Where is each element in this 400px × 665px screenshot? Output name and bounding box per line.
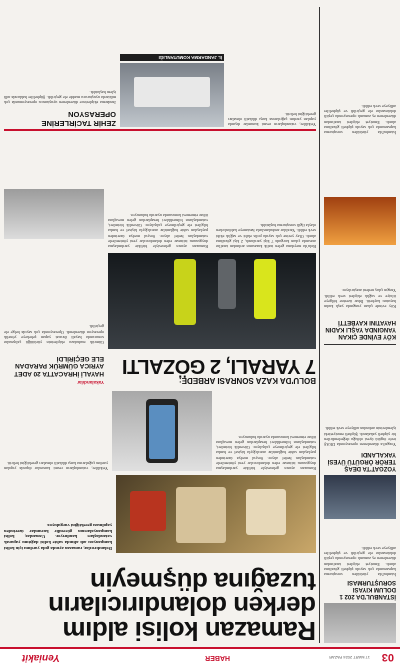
main-headline-block [4, 555, 316, 646]
operation-caption: İL JANDARMA KOMUTANLIĞI [120, 54, 224, 61]
operation-photo [120, 63, 224, 127]
left-column-story-2 [324, 349, 396, 519]
right-story-tag: Yakalandılar [77, 380, 104, 385]
page-number: 03 [381, 651, 394, 663]
yozgat-photo [324, 475, 396, 519]
bolu-headline-top: BOLU'DA KAZA SONRASI ARBEDE: [178, 376, 316, 385]
section-label: HABER [205, 654, 230, 661]
left-column-story-1 [324, 139, 396, 339]
sidebar-top-headline: İSTANBUL'DA 202 1 DOLUM KIYASI SORUŞTURMASI [339, 579, 396, 599]
yozgat-body: Yozgat'ta düzenlenen operasyonda DEAŞ terör örgütü üyesi olduğu değerlendirilen bir şüpheli yakalandı. Şüpheli emniyetteki işlemlerinin ardından adliyeye sevk edildi. [324, 426, 396, 447]
main-story-deck: Dolandırıcılar, ramazan ayında gıda yardımı için kolisi kampanyası adı altında sahte kolisi dağıtımı yaparak vatandaşları kandırıyor. Uzmanlar, kolisi kampanyalarının güvenilir kurumlar üzerinden yapılması gerektiğini vurguluyor. [4, 522, 112, 551]
fire-body: Köy evinde çıkan yangında yaşlı kadın hayatını kaybetti. İhbar üzerine bölgeye itfaiye ve sağlık ekipleri sevk edildi. Yangın çıkış nedeni araştırılıyor. [324, 288, 396, 309]
bolu-headline-main: 7 YARALI, 2 GÖZALTI [122, 355, 316, 377]
right-story-headline: HAYALİ İHRACATTA 20 ADET AYRICA GÜMRÜK PARADAN ELE GEÇİRİLDİ [14, 355, 104, 377]
bolu-body-col-1: Bolu'da meydana gelen trafik kazasının ardından taraflar arasında çıkan kavgada 7 kişi yaralandı, 2 kişi gözaltına alındı. Olay yerine çok sayıda polis ekibi ve sağlık ekibi sevk edildi. Yaralılar ambulanslarla hastaneye kaldırılırken olayla ilgili soruşturma başlatıldı. [216, 223, 316, 249]
sidebar-top-photo [324, 603, 396, 643]
main-headline-line-1: Ramazan kolisi aldım [63, 616, 316, 646]
left-column-bottom [324, 7, 396, 135]
bolu-photo [108, 253, 316, 349]
main-story-body-col-2: Yetkililer, vatandaşların resmi kurumlar dışında yapılan yardım çağrılarına karşı dikkatli olmaları gerektiğini belirtti. [4, 460, 108, 471]
right-story-photo [4, 189, 104, 239]
sidebar-top-body: İstanbul'da yürütülen soruşturma kapsamında çok sayıda şüpheli gözaltına alındı. Emniyet ekipleri tarafından düzenlenen eş zamanlı operasyonda çeşitli dokümanlar ele geçirildi ve şüpheliler adliyeye sevk edildi. [324, 545, 396, 577]
bolu-body-col-2: Ramazan ayının gelmesiyle birlikte yardımlaşma duygusunu istismar eden dolandırıcılar yeni yöntemlerle vatandaşları hedef alıyor. Sosyal medya üzerinden paylaşılan sahte bağlantılar aracılığıyla kişisel ve banka bilgileri ele geçirilmeye çalışılıyor. Güvenlik birimleri, vatandaşların bilmedikleri hesaplardan gelen mesajlara itibar etmemesi konusunda uyarıda bulunuyor. [108, 212, 208, 249]
masthead [0, 649, 400, 665]
left-column-divider [324, 344, 396, 345]
right-column-story [4, 185, 104, 385]
page-date: 17 MART 2024 PAZAR [329, 655, 370, 660]
operation-story [4, 7, 316, 127]
main-headline-line-2: derken dolandırıcıların [48, 591, 316, 622]
operation-body: Jandarma ekiplerince düzenlenen uyuşturucu operasyonunda çok miktarda uyuşturucu madde ele geçirildi. Şüpheliler hakkında adli işlem başlatıldı. [4, 89, 116, 105]
column-divider [319, 7, 320, 643]
bolu-story [108, 135, 316, 385]
masthead-rule [0, 647, 400, 649]
main-story-body-col-1: Ramazan ayının gelmesiyle birlikte yardımlaşma duygusunu istismar eden dolandırıcılar yeni yöntemlerle vatandaşları hedef alıyor. Sosyal medya üzerinden paylaşılan sahte bağlantılar aracılığıyla kişisel ve banka bilgileri ele geçirilmeye çalışılıyor. Güvenlik birimleri, vatandaşların bilmedikleri hesaplardan gelen mesajlara itibar etmemesi konusunda uyarıda bulunuyor. [216, 434, 316, 471]
main-story-photo [116, 475, 316, 553]
operation-rule [4, 130, 316, 132]
left-column-bottom-body: İstanbul'da yürütülen soruşturma kapsamında çok sayıda şüpheli gözaltına alındı. Emniyet ekipleri tarafından düzenlenen eş zamanlı operasyonda çeşitli dokümanlar ele geçirildi ve şüpheliler adliyeye sevk edildi. [324, 103, 396, 135]
fire-photo [324, 197, 396, 245]
yozgat-headline: YOZGAT'TA DEAŞ TERÖR ÖRGÜTÜ ÜYESİ YAKALANDI [327, 451, 396, 471]
main-story-phone-photo [112, 391, 212, 471]
main-headline-line-3: tuzağına düşmeyin [90, 566, 316, 597]
sidebar-top [324, 523, 396, 643]
fire-headline: KÖY EVİNDE ÇIKAN YANGINDA YAŞLI KADIN HAYATINI KAYBETTİ [325, 319, 396, 339]
brand-logo: Yeniakit [22, 652, 60, 663]
operation-headline: ZEHİR TACİRLERİNE OPERASYON [41, 110, 116, 128]
right-story-body: Gümrük muhafaza ekiplerinin yürüttüğü çalışmalar sonucunda hayali ihracat yapan şebekeye yönelik operasyon düzenlendi. Operasyonda çok sayıda belge ele geçirildi. [4, 324, 104, 345]
operation-side-body: Yetkililer, vatandaşların resmi kurumlar dışında yapılan yardım çağrılarına karşı dikkatli olmaları gerektiğini belirtti. [228, 111, 316, 127]
